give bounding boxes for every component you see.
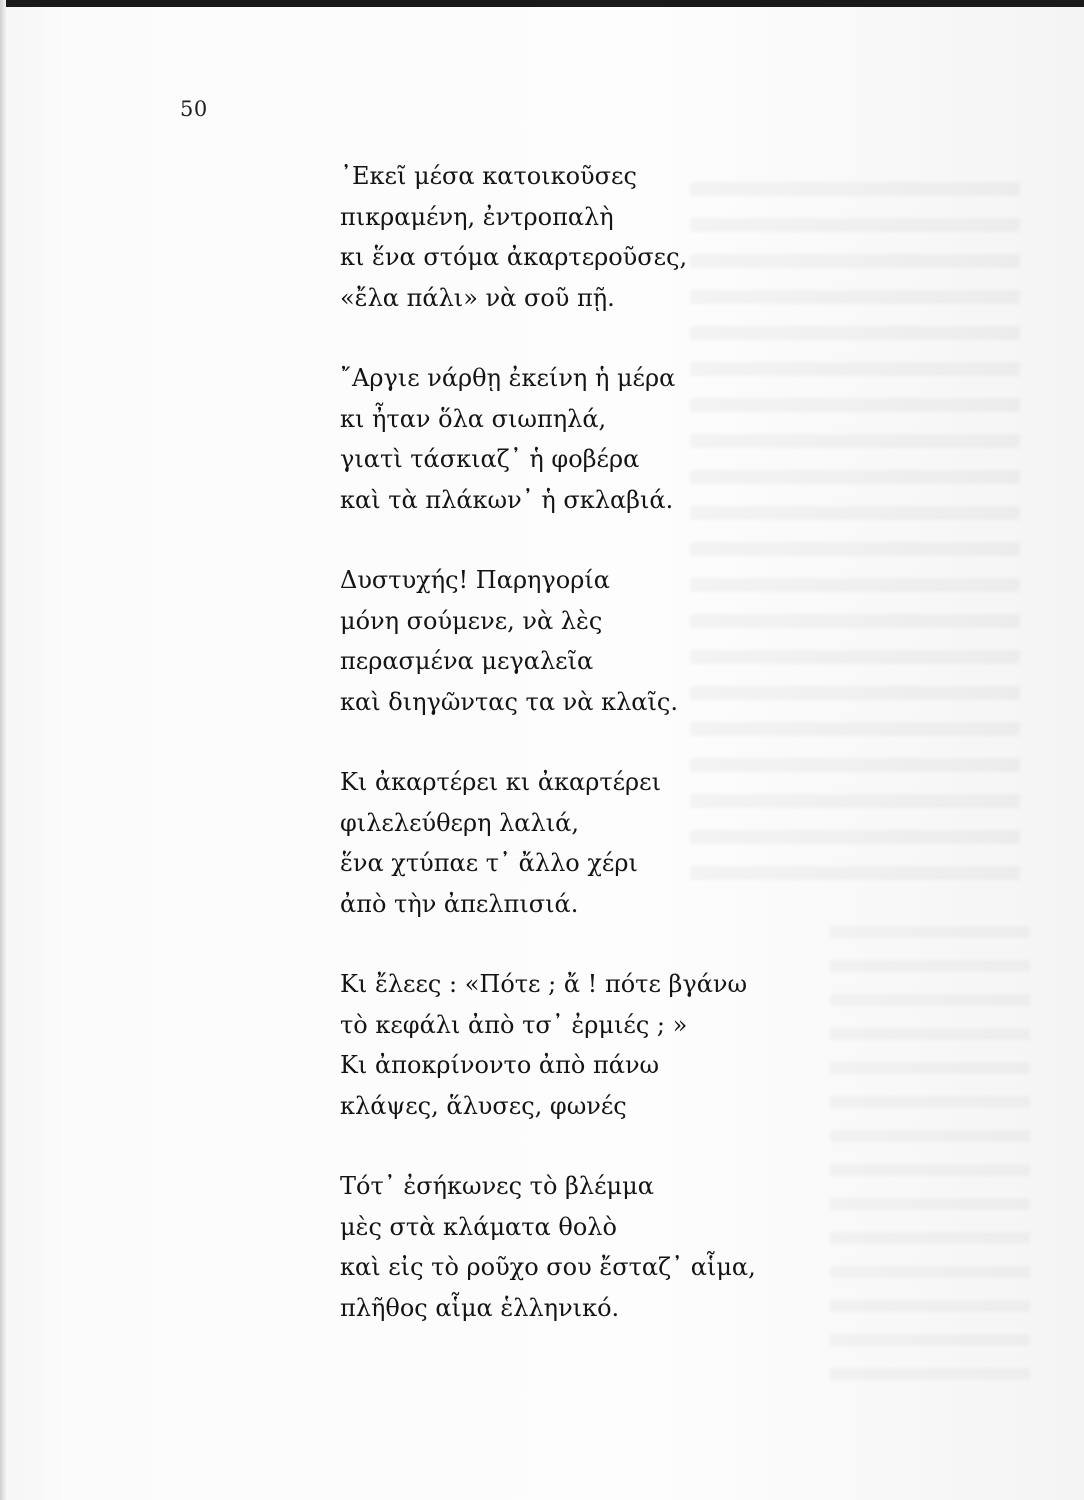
poem (340, 156, 880, 1328)
poem-line: ἀπὸ τὴν ἀπελπισιά. (340, 889, 579, 918)
poem-line: Δυστυχής! Παρηγορία (340, 566, 610, 594)
stanza-6 (340, 1166, 880, 1328)
poem-line: κι ἦταν ὅλα σιωπηλά, (340, 404, 607, 433)
poem-line: ῎Αργιε νάρθῃ ἐκείνη ἡ μέρα (340, 364, 676, 392)
poem-line: κι ἕνα στόμα ἀκαρτεροῦσες, (340, 243, 688, 271)
poem-line: ἕνα χτύπαε τ᾿ ἄλλο χέρι (340, 849, 638, 877)
poem-line: πικραμένη, ἐντροπαλὴ (340, 202, 614, 231)
stanza-5 (340, 964, 880, 1126)
poem-line: καὶ διηγῶντας τα νὰ κλαῖς. (340, 687, 678, 716)
stanza-2 (340, 358, 880, 520)
poem-line: καὶ τὰ πλάκων᾿ ἡ σκλαβιά. (340, 485, 674, 514)
page-binding-shadow (0, 0, 6, 1500)
poem-line: καὶ εἰς τὸ ροῦχο σου ἔσταζ᾿ αἷμα, (340, 1253, 756, 1281)
poem-line: πλῆθος αἷμα ἑλληνικό. (340, 1293, 620, 1322)
stanza-3 (340, 560, 880, 722)
stanza-4 (340, 762, 880, 924)
poem-line: τὸ κεφάλι ἀπὸ τσ᾿ ἐρμιές ; » (340, 1010, 688, 1039)
page-top-edge (0, 0, 1084, 7)
poem-line: γιατὶ τάσκιαζ᾿ ἡ φοβέρα (340, 445, 640, 473)
poem-line: Τότ᾿ ἐσήκωνες τὸ βλέμμα (340, 1172, 654, 1200)
page-number: 50 (180, 97, 208, 121)
stanza-1 (340, 156, 880, 318)
poem-line: κλάψες, ἅλυσες, φωνές (340, 1091, 627, 1120)
poem-line: «ἔλα πάλι» νὰ σοῦ πῇ. (340, 283, 615, 312)
poem-line: μόνη σούμενε, νὰ λὲς (340, 606, 603, 635)
poem-line: Κι ἔλεες : «Πότε ; ἄ ! πότε βγάνω (340, 970, 748, 998)
poem-line: Κι ἀποκρίνοντο ἀπὸ πάνω (340, 1051, 660, 1079)
poem-line: Κι ἀκαρτέρει κι ἀκαρτέρει (340, 768, 662, 796)
poem-line: περασμένα μεγαλεῖα (340, 647, 594, 675)
poem-line: φιλελεύθερη λαλιά, (340, 808, 579, 837)
poem-line: μὲς στὰ κλάματα θολὸ (340, 1212, 617, 1241)
poem-line: ᾿Εκεῖ μέσα κατοικοῦσες (340, 162, 637, 190)
